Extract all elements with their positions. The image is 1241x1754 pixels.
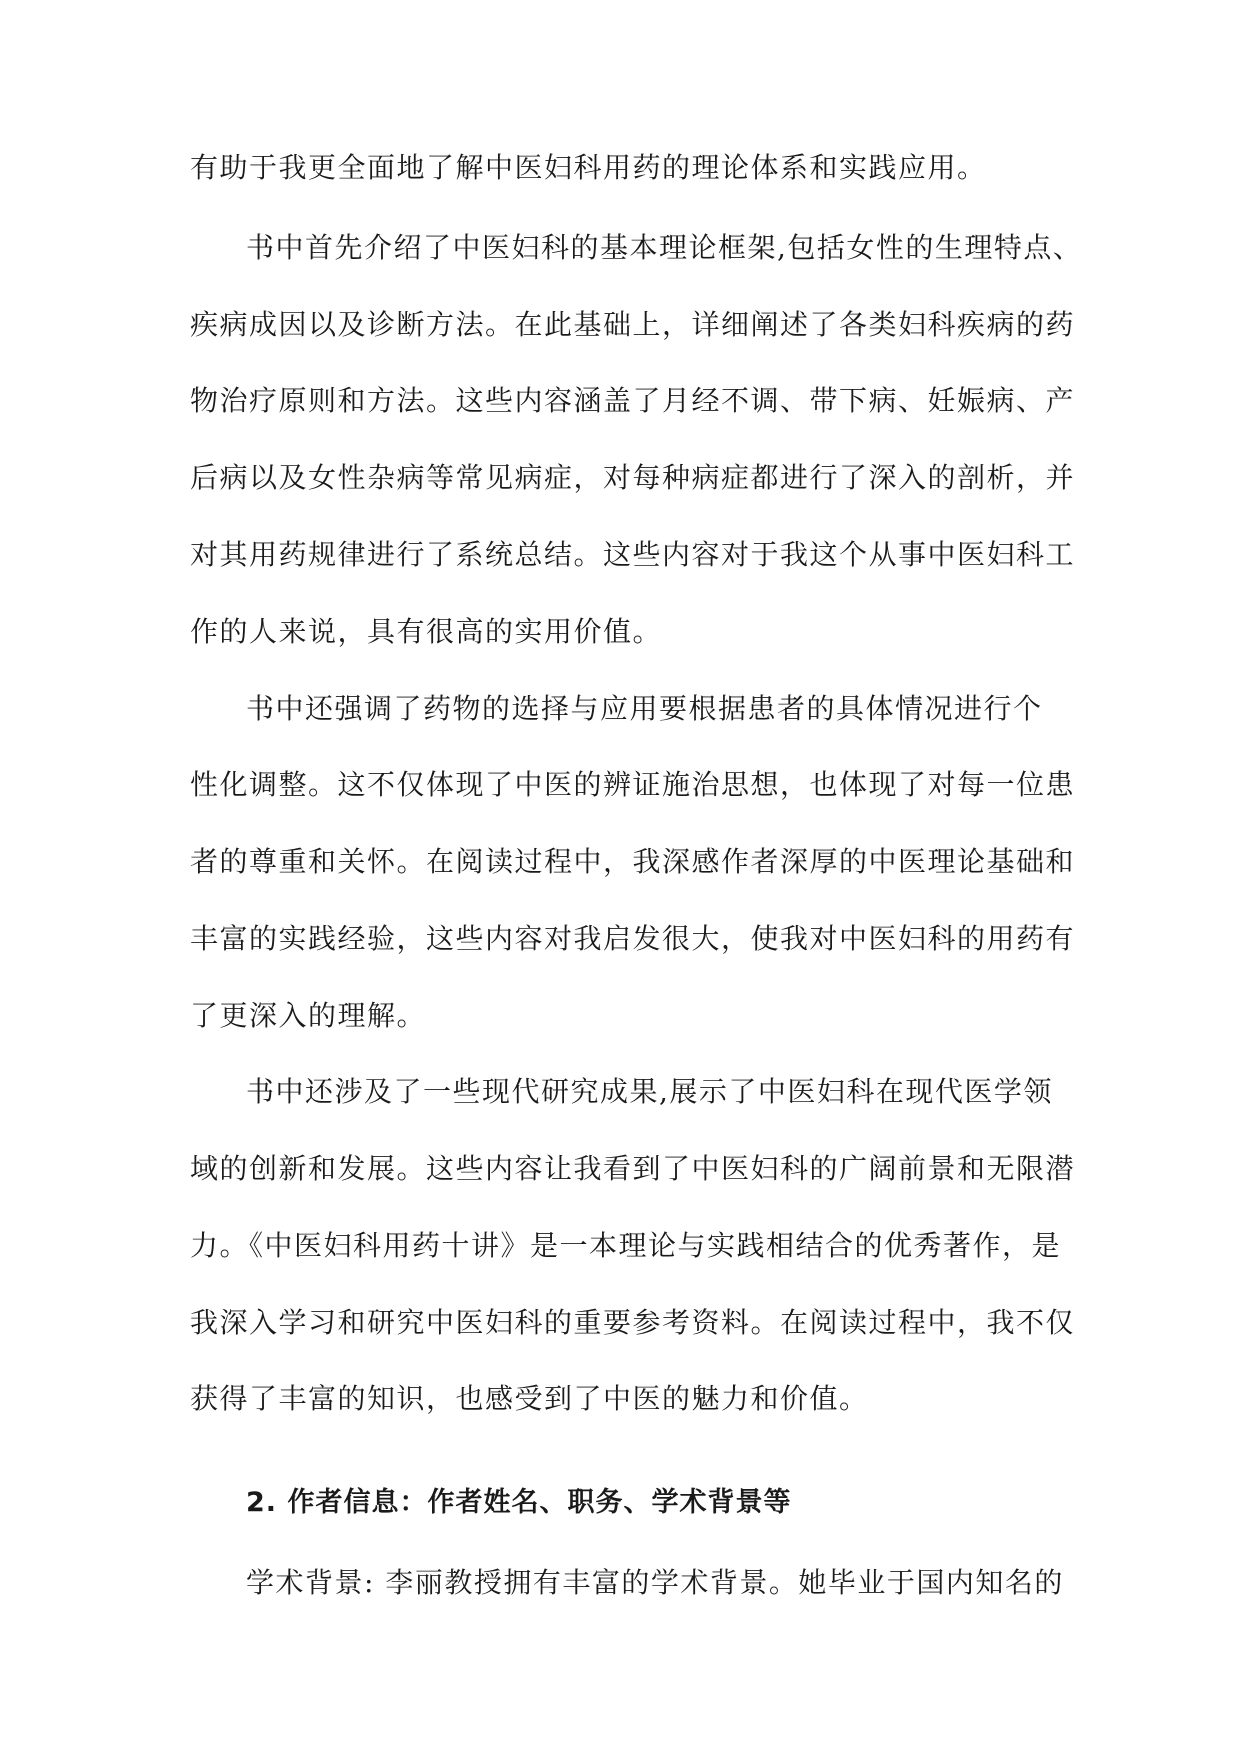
text-line: 者的尊重和关怀。在阅读过程中，我深感作者深厚的中医理论基础和	[190, 845, 1076, 878]
paragraph-first-line: 书中还强调了药物的选择与应用要根据患者的具体情况进行个	[246, 692, 1043, 725]
paragraph-first-line: 书中还涉及了一些现代研究成果,展示了中医妇科在现代医学领	[246, 1075, 1053, 1108]
text-line: 物治疗原则和方法。这些内容涵盖了月经不调、带下病、妊娠病、产	[190, 384, 1076, 417]
text-line: 有助于我更全面地了解中医妇科用药的理论体系和实践应用。	[190, 151, 987, 184]
text-line: 对其用药规律进行了系统总结。这些内容对于我这个从事中医妇科工	[190, 538, 1076, 571]
section-heading: 2. 作者信息：作者姓名、职务、学术背景等	[246, 1487, 792, 1518]
text-line: 我深入学习和研究中医妇科的重要参考资料。在阅读过程中，我不仅	[190, 1306, 1076, 1339]
text-line: 域的创新和发展。这些内容让我看到了中医妇科的广阔前景和无限潜	[190, 1152, 1076, 1185]
text-line: 后病以及女性杂病等常见病症，对每种病症都进行了深入的剖析，并	[190, 461, 1076, 494]
paragraph-first-line: 书中首先介绍了中医妇科的基本理论框架,包括女性的生理特点、	[246, 231, 1083, 264]
text-line: 疾病成因以及诊断方法。在此基础上，详细阐述了各类妇科疾病的药	[190, 308, 1076, 341]
text-line: 了更深入的理解。	[190, 999, 427, 1032]
paragraph-first-line: 学术背景: 李丽教授拥有丰富的学术背景。她毕业于国内知名的	[246, 1566, 1064, 1599]
text-line: 获得了丰富的知识，也感受到了中医的魅力和价值。	[190, 1382, 869, 1415]
text-line: 性化调整。这不仅体现了中医的辨证施治思想，也体现了对每一位患	[190, 768, 1076, 801]
text-line: 作的人来说，具有很高的实用价值。	[190, 615, 663, 648]
text-line: 力。《中医妇科用药十讲》是一本理论与实践相结合的优秀著作，是	[190, 1229, 1062, 1262]
text-line: 丰富的实践经验，这些内容对我启发很大，使我对中医妇科的用药有	[190, 922, 1076, 955]
